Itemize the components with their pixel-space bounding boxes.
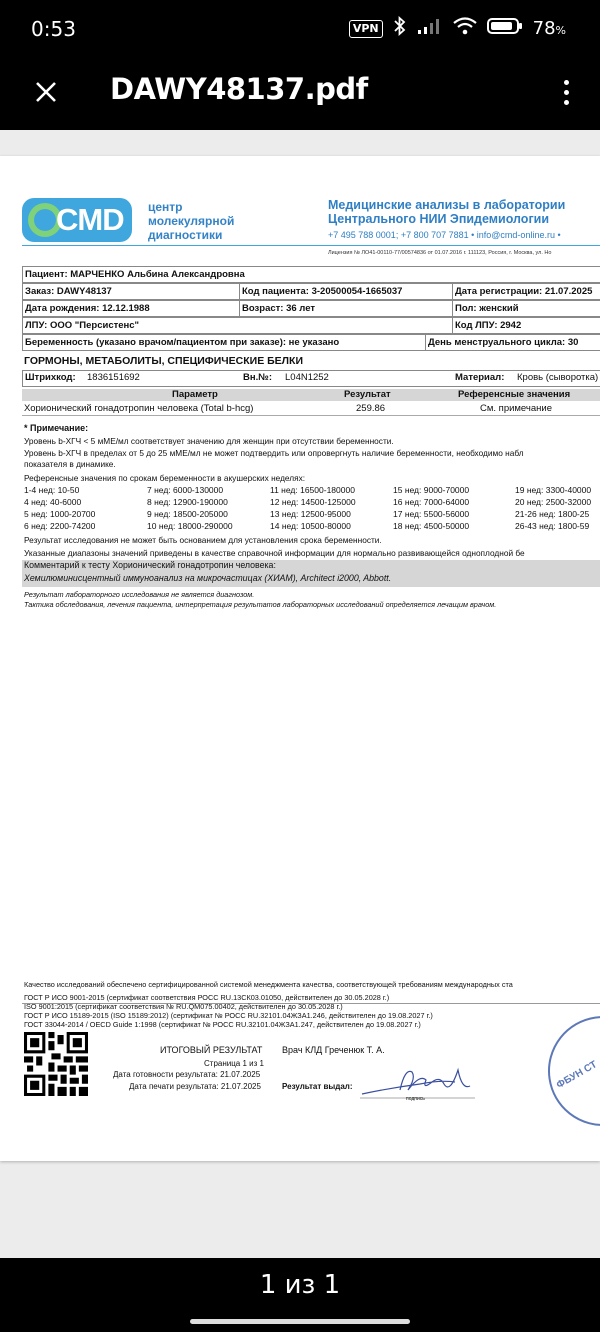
- section-title: ГОРМОНЫ, МЕТАБОЛИТЫ, СПЕЦИФИЧЕСКИЕ БЕЛКИ: [24, 355, 304, 367]
- patient-sex: Пол: женский: [452, 301, 519, 316]
- pdf-viewer[interactable]: [0, 130, 600, 1258]
- logo-subtitle: центр молекулярной диагностики: [148, 200, 235, 242]
- status-time: 0:53: [31, 17, 76, 41]
- barcode-value: 1836151692: [87, 372, 140, 383]
- bluetooth-icon: [393, 16, 407, 41]
- print-date: Дата печати результата: 21.07.2025: [129, 1082, 261, 1091]
- status-bar: [0, 0, 600, 58]
- header-divider: [22, 245, 600, 246]
- page-indicator: 1 из 1: [259, 1270, 341, 1300]
- pdf-page: CMD центр молекулярной диагностики Медицинские анализы в лаборатории Центрального НИИ Эпидемиологии +7 495 788 0001; +7 800 707 7881 • info@cmd-online.ru • Лицензия № ЛО41-00110-77/00574836 от 01.07.2016 г. 111123, Россия, г. Москва, ул. Но Пациент: МАРЧЕНКО Альбина Александровна Заказ: DAWY48137 Код пациента: 3-20500054-1665037 Дата регистрации: 21.07.2025 Дата рождения: 12.12.1988 Возраст: 36 лет Пол: женский ЛПУ: ООО "Персистенс" Код ЛПУ: 2942 Беременность (указано врачом/пациентом при заказе): не указано День менструального цикла: 30 ГОРМОНЫ, МЕТАБОЛИТЫ, СПЕЦИФИЧЕСКИЕ БЕЛКИ Штрихкод: 1836151692 Вн.№: L04N1252 Материал: Кровь (сыворотка) Параметр Результат Референсные значения Хорионический гонадотропин человека (Total b-hcg) 259.86 См. примечание * Примечание: Уровень b-ХГЧ < 5 мМЕ/мл соответствует значению для женщин при отсутствии беременности. Уровень b-ХГЧ в пределах от 5 до 25 мМЕ/мл не может подтвердить или опровергнуть наличие беременности, необходимо набл показателя в динамике. Референсные значения по срокам беременности в акушерских неделях: 1-4 нед: 10-50 7 нед: 6000-130000 11 нед: 16500-180000 15 нед: 9000-70000 19 нед: 3300-40000 4 нед: 40-6000 8 нед: 12900-190000 12 нед: 14500-125000 16 нед: 7000-64000 20 нед: 2500-32000 5 нед: 1000-20700 9 нед: 18500-205000 13 нед: 12500-95000 17 нед: 5500-56000 21-26 нед: 1800-25 6 нед: 2200-74200 10 нед: 18000-290000 14 нед: 10500-80000 18 нед: 4500-50000 26-43 нед: 1800-59 Результат исследования не может быть основанием для установления срока беременности. Указанные диапазоны значений приведены в качестве справочной информации для нормально развивающейся одноплодной бе Комментарий к тесту Хорионический гонадотропин человека: Хемилюминисцентный иммуноанализ на микрочастицах (ХИАМ), Architect i2000, Abbott. Результат лабораторного исследования не является диагнозом. Тактика обследования, лечения пациента, интерпретация результатов лабораторных исследований определяется лечащим врачом. Качество исследований обеспечено сертифицированной системой менеджмента качества, соответствующей требованиям международных ста ГОСТ Р ИСО 9001-2015 (сертификат соответствия РОСС RU.13СК03.01050, действителен до 30.05.2028 г.) ISO 9001:2015 (сертификат соответствия № RU.QM075.00402, действителен до 30.05.2028 г.) ГОСТ Р ИСО 15189-2015 (ISO 15189:2012) (сертификат № РОСС RU.32101.04ЖЗА1.246, действителен до 19.08.2027 г.) ГОСТ 33044-2014 / OECD Guide 1:1998 (сертификат № РОСС RU.32101.04ЖЗА1.247, действителен до 19.08.2027 г.) ИТОГОВЫЙ РЕЗУЛЬТАТ Врач КЛД Греченюк Т. А. Страница 1 из 1 Дата готовности результата: 21.07.2025 Дата печати результата: 21.07.2025 Результат выдал: подпись ФБУН СТ: [0, 156, 600, 1161]
- patient-age: Возраст: 36 лет: [239, 301, 315, 316]
- issued-label: Результат выдал:: [282, 1082, 353, 1091]
- home-indicator[interactable]: [190, 1319, 410, 1324]
- wifi-icon: [453, 17, 477, 40]
- lab-title: Медицинские анализы в лаборатории Центрального НИИ Эпидемиологии: [328, 198, 566, 226]
- lpu-name: ЛПУ: ООО "Персистенс": [25, 320, 140, 331]
- cmd-logo: CMD: [22, 198, 132, 242]
- official-stamp: ФБУН СТ: [528, 996, 600, 1146]
- signature-label: подпись: [406, 1096, 425, 1102]
- battery-percent: 78%: [532, 18, 566, 39]
- lpu-code: Код ЛПУ: 2942: [452, 318, 521, 333]
- birth-date: Дата рождения: 12.12.1988: [25, 303, 150, 314]
- order-number: Заказ: DAWY48137: [25, 286, 112, 297]
- sample-info-row: Штрихкод: 1836151692 Вн.№: L04N1252 Материал: Кровь (сыворотка): [22, 370, 600, 387]
- battery-icon: [487, 17, 523, 40]
- lab-contacts: +7 495 788 0001; +7 800 707 7881 • info@cmd-online.ru •: [328, 230, 561, 240]
- final-result-label: ИТОГОВЫЙ РЕЗУЛЬТАТ: [160, 1045, 263, 1055]
- comment-bar: Комментарий к тесту Хорионический гонадотропин человека:: [22, 560, 600, 573]
- close-icon: [34, 80, 58, 104]
- bottom-bar: [0, 1258, 600, 1332]
- reference-value: См. примечание: [480, 403, 552, 414]
- license-text: Лицензия № ЛО41-00110-77/00574836 от 01.07.2016 г. 111123, Россия, г. Москва, ул. Но: [328, 250, 552, 256]
- cycle-day: День менструального цикла: 30: [425, 335, 578, 350]
- more-options-button[interactable]: [554, 72, 578, 112]
- method-bar: Хемилюминисцентный иммуноанализ на микрочастицах (ХИАМ), Architect i2000, Abbott.: [22, 573, 600, 587]
- patient-code: Код пациента: 3-20500054-1665037: [239, 284, 402, 299]
- doctor-name: Врач КЛД Греченюк Т. А.: [282, 1045, 385, 1055]
- param-name: Хорионический гонадотропин человека (Total b-hcg): [24, 403, 254, 414]
- table-row: [22, 402, 600, 416]
- status-icons: [349, 16, 566, 41]
- internal-number: L04N1252: [285, 372, 329, 383]
- qr-code-icon: [24, 1032, 88, 1096]
- vpn-icon: VPN: [349, 20, 383, 38]
- document-title: DAWY48137.pdf: [110, 72, 368, 106]
- result-value: 259.86: [356, 403, 386, 414]
- material-value: Кровь (сыворотка): [517, 372, 599, 383]
- page-of: Страница 1 из 1: [204, 1059, 264, 1068]
- ready-date: Дата готовности результата: 21.07.2025: [113, 1070, 261, 1079]
- patient-name: Пациент: МАРЧЕНКО Альбина Александровна: [25, 269, 245, 280]
- app-bar: [0, 58, 600, 130]
- signal-icon: [417, 17, 443, 40]
- registration-date: Дата регистрации: 21.07.2025: [452, 284, 592, 299]
- more-vert-icon: [564, 80, 569, 85]
- pregnancy-status: Беременность (указано врачом/пациентом при заказе): не указано: [25, 337, 340, 348]
- results-table-header: Параметр Результат Референсные значения: [22, 389, 600, 401]
- close-button[interactable]: [26, 72, 66, 112]
- note-title: * Примечание:: [24, 423, 89, 433]
